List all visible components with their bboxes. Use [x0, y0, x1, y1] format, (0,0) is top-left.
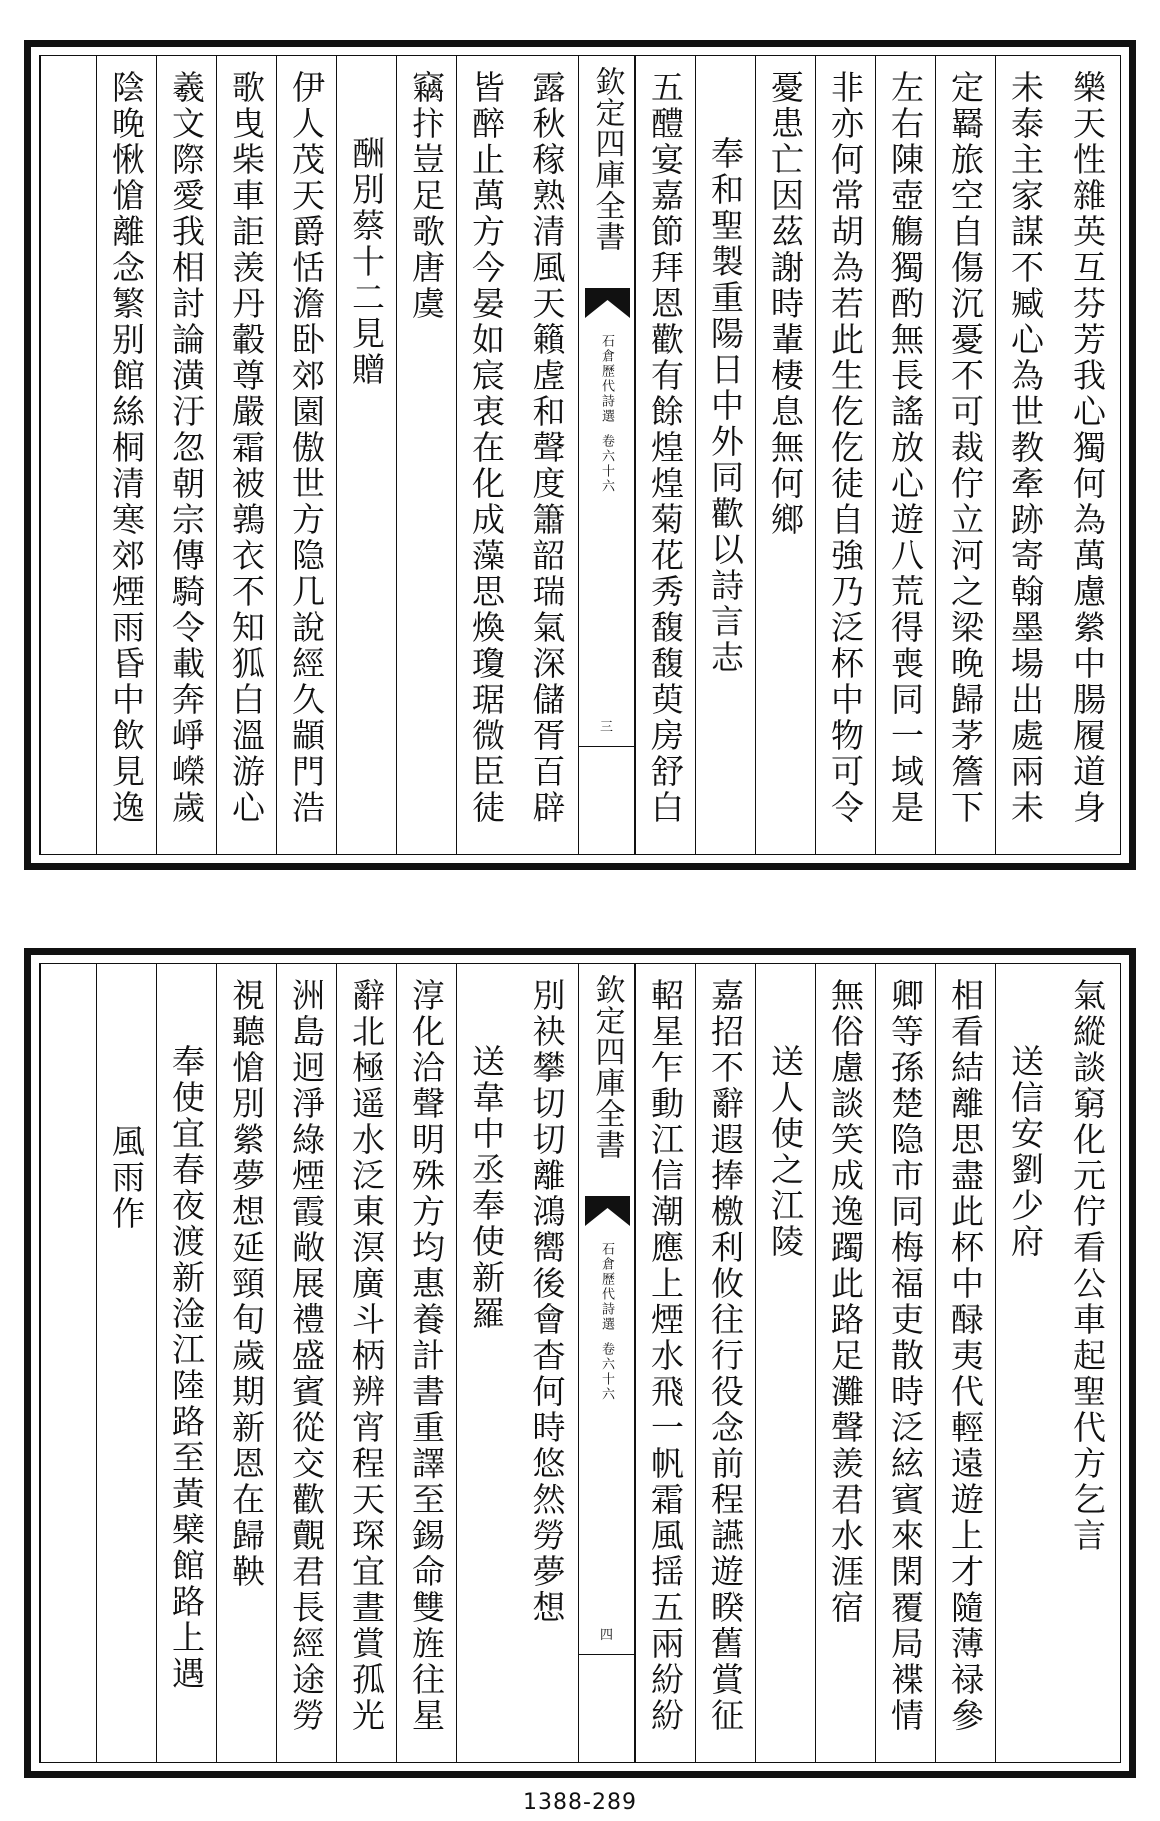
column-text: 氣縱談窮化元佇看公車起聖代方乞言: [1068, 978, 1107, 1554]
column-text: 無俗慮談笑成逸躅此路足灘聲羨君水涯宿: [826, 978, 865, 1626]
text-column: [875, 964, 935, 1762]
blank-column: [40, 964, 96, 1762]
collection-name: 石倉歷代詩選: [599, 1242, 614, 1332]
header-rule: [579, 1654, 634, 1655]
fishtail-mark-icon: [585, 288, 630, 318]
poem-title: 酬別蔡十二見贈: [347, 136, 386, 388]
column-text: 洲島迥淨綠煙霞敞展禮盛賓從交歡覿君長經途勞: [287, 978, 326, 1734]
text-column: [516, 56, 578, 854]
page-number: 三: [599, 720, 614, 735]
column-text: 伊人茂天爵恬澹卧郊園傲世方隐几說經久顓門浩: [287, 70, 326, 826]
column-text: 樂天性雜英互芬芳我心獨何為萬慮縈中腸履道身: [1068, 70, 1107, 826]
volume-number: 卷六十六: [599, 434, 614, 494]
text-column: [276, 56, 336, 854]
header-rule: [579, 746, 634, 747]
text-column: [995, 56, 1055, 854]
text-column: [216, 964, 276, 1762]
poem-title-column: [995, 964, 1055, 1762]
column-text: 軺星乍動江信潮應上煙水飛一帆霜風揺五兩紛紛: [646, 978, 685, 1734]
page-header-strip: [578, 964, 635, 1762]
column-text: 未泰主家謀不臧心為世教牽跡寄翰墨場出處兩未: [1006, 70, 1045, 826]
column-text: 羲文際愛我相討論潢汙忽朝宗傳騎令載奔崢嶸歲: [167, 70, 206, 826]
text-column: [456, 56, 516, 854]
poem-title: 奉使宜春夜渡新淦江陸路至黃檗館路上遇: [167, 1044, 206, 1692]
column-text: 五醴宴嘉節拜恩歡有餘煌煌菊花秀馥馥萸房舒白: [646, 70, 685, 826]
top-page: [24, 40, 1136, 870]
fishtail-mark-icon: [585, 1196, 630, 1226]
volume-number: 卷六十六: [599, 1342, 614, 1402]
column-text: 別袂攀切切離鴻嚮後會杳何時悠然勞夢想: [527, 978, 567, 1626]
column-text: 辭北極遥水泛東溟廣斗柄辨宵程天琛宜晝賞孤光: [347, 978, 386, 1734]
page-header-strip: [578, 56, 635, 854]
book-title: 欽定四庫全書: [589, 66, 625, 252]
text-column: [635, 56, 695, 854]
column-text: 露秋稼熟清風天籟虗和聲度簫韶瑞氣深儲胥百辟: [527, 70, 567, 826]
text-column: [336, 964, 396, 1762]
text-column: [695, 964, 755, 1762]
column-text: 非亦何常胡為若此生仡仡徒自強乃泛杯中物可令: [826, 70, 865, 826]
column-text: 左右陳壺觴獨酌無長謠放心遊八荒得喪同一域是: [886, 70, 925, 826]
poem-title-column: [156, 964, 216, 1762]
text-column: [875, 56, 935, 854]
text-column: [1055, 56, 1120, 854]
column-text: 卿等孫楚隐市同梅福吏散時泛絃賓來閑覆局褋情: [886, 978, 925, 1734]
poem-title: 送信安劉少府: [1006, 1044, 1045, 1260]
text-column: [396, 964, 456, 1762]
poem-title-column: [336, 56, 396, 854]
column-text: 皆醉止萬方今晏如宸衷在化成藻思煥瓊琚微臣徒: [467, 70, 506, 826]
text-column: [1055, 964, 1120, 1762]
column-text: 風雨作: [107, 1124, 146, 1232]
column-text: 定羇旅空自傷沉憂不可裁佇立河之梁晚歸茅簷下: [946, 70, 985, 826]
text-column: [935, 56, 995, 854]
text-column: [396, 56, 456, 854]
blank-column: [40, 56, 96, 854]
text-column: [815, 964, 875, 1762]
poem-title-column: [695, 56, 755, 854]
collection-name: 石倉歷代詩選: [599, 334, 614, 424]
column-text: 嘉招不辭遐捧檄利攸往行役念前程讌遊睽舊賞征: [706, 978, 745, 1734]
column-text: 視聽愴別縈夢想延頸旬歲期新恩在歸鞅: [227, 978, 266, 1590]
text-column: [516, 964, 578, 1762]
column-text: 陰晚愀愴離念繁别館絲桐清寒郊煙雨昏中飲見逸: [107, 70, 146, 826]
text-column: [96, 964, 156, 1762]
poem-title: 奉和聖製重陽日中外同歡以詩言志: [706, 136, 745, 676]
text-column: [156, 56, 216, 854]
text-column: [216, 56, 276, 854]
column-text: 相看結離思盡此杯中醁夷代輕遠遊上才隨薄禄參: [946, 978, 985, 1734]
text-column: [755, 56, 815, 854]
text-column: [635, 964, 695, 1762]
top-page-frame: [39, 55, 1121, 855]
book-title: 欽定四庫全書: [589, 974, 625, 1160]
text-column: [815, 56, 875, 854]
poem-title-column: [755, 964, 815, 1762]
bottom-page: [24, 948, 1136, 1778]
text-column: [935, 964, 995, 1762]
poem-title: 送人使之江陵: [766, 1044, 805, 1260]
poem-title: 送韋中丞奉使新羅: [467, 1044, 506, 1332]
header-subtitle: [597, 1242, 616, 1402]
footer-page-code: 1388-289: [523, 1790, 637, 1815]
poem-title-column: [456, 964, 516, 1762]
column-text: 淳化洽聲明殊方均惠養計書重譯至錫命雙旌往星: [407, 978, 446, 1734]
column-text: 竊抃豈足歌唐虞: [407, 70, 446, 322]
header-subtitle: [597, 334, 616, 494]
column-text: 歌曳柴車詎羡丹轂尊嚴霜被鶉衣不知狐白溫游心: [227, 70, 266, 826]
text-column: [96, 56, 156, 854]
column-text: 憂患亡因茲謝時輩棲息無何鄉: [766, 70, 805, 538]
bottom-page-frame: [39, 963, 1121, 1763]
text-column: [276, 964, 336, 1762]
page-number: 四: [599, 1628, 614, 1643]
